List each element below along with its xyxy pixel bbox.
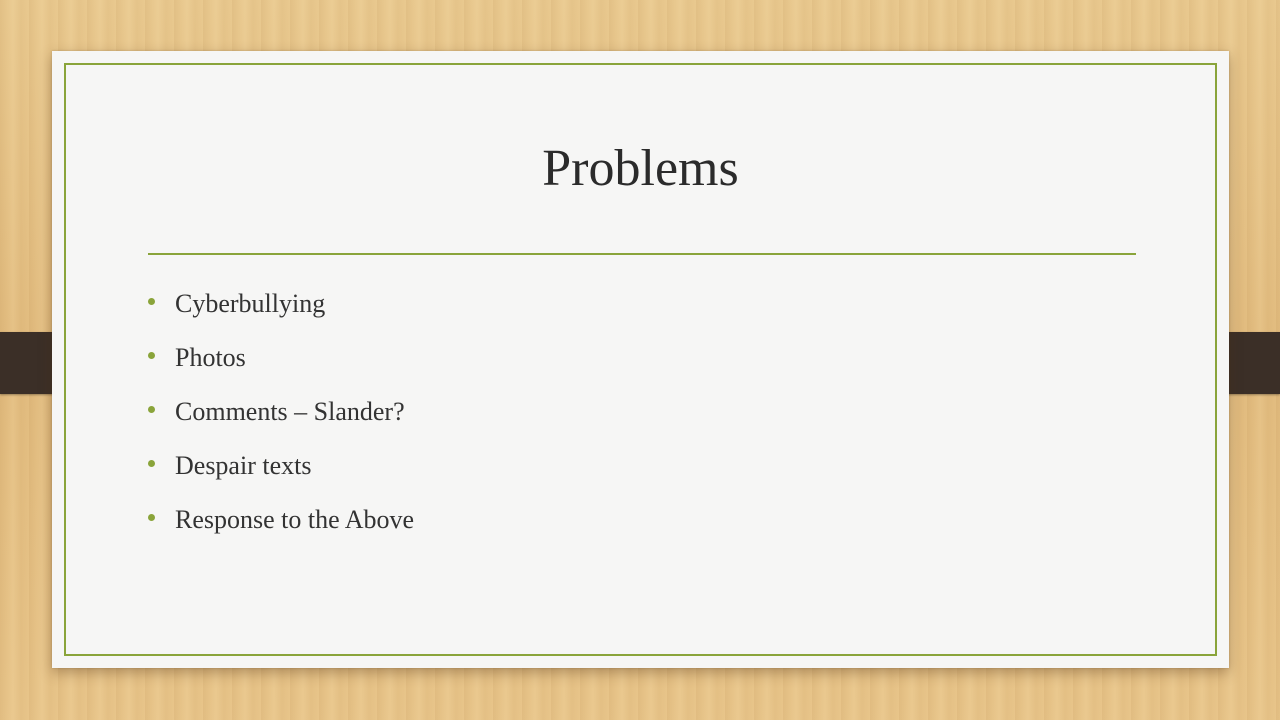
bullet-item — [148, 439, 414, 493]
bullet-text: Response to the Above — [175, 505, 415, 534]
slide-card — [52, 51, 1229, 668]
bullet-text: Comments – Slander? — [175, 397, 405, 426]
bullet-dot-icon — [148, 460, 155, 467]
bullet-text: Despair texts — [175, 451, 312, 480]
slide-title: Problems — [542, 140, 739, 197]
bullet-text: Cyberbullying — [175, 289, 326, 318]
bullet-item — [148, 331, 414, 385]
bullet-item — [148, 493, 414, 547]
title-divider — [148, 253, 1136, 255]
bullet-dot-icon — [148, 352, 155, 359]
bullet-dot-icon — [148, 406, 155, 413]
bullet-list — [148, 277, 414, 547]
bullet-dot-icon — [148, 298, 155, 305]
bullet-text: Photos — [175, 343, 246, 372]
bullet-dot-icon — [148, 514, 155, 521]
bullet-item — [148, 385, 414, 439]
bullet-item — [148, 277, 414, 331]
